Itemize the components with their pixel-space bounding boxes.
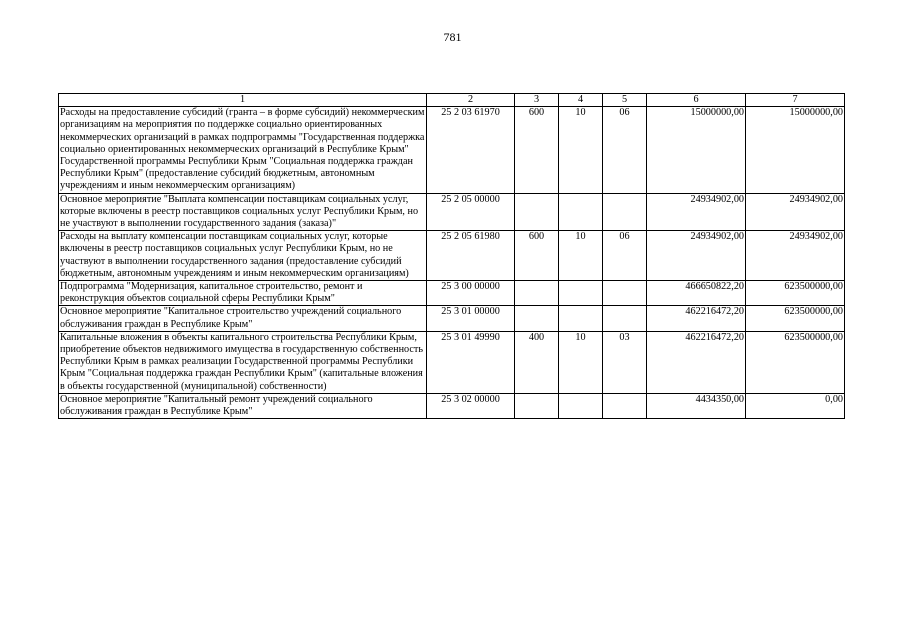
row-pr-code: 03	[603, 331, 647, 393]
row-pr-code	[603, 281, 647, 306]
table-row	[59, 107, 845, 193]
row-rz-code: 10	[559, 107, 603, 193]
row-amount-1: 466650822,20	[647, 281, 746, 306]
row-amount-2: 623500000,00	[746, 331, 845, 393]
column-header-3: 3	[515, 94, 559, 107]
column-header-7: 7	[746, 94, 845, 107]
row-pr-code: 06	[603, 231, 647, 281]
row-vr-code	[515, 306, 559, 331]
row-amount-2: 24934902,00	[746, 231, 845, 281]
column-header-6: 6	[647, 94, 746, 107]
row-amount-1: 4434350,00	[647, 393, 746, 418]
table-row	[59, 331, 845, 393]
row-pr-code: 06	[603, 107, 647, 193]
row-description: Расходы на выплату компенсации поставщикам социальных услуг, которые включены в реестр поставщиков социальных услуг Республики Крым, но не участвуют в выполнении государственного задания (предоставление субсидий бюджетным, автономным учреждениям и иным некоммерческим организациям)	[59, 231, 427, 281]
row-csr-code: 25 2 03 61970	[427, 107, 515, 193]
table-row	[59, 281, 845, 306]
table-header	[59, 94, 845, 107]
row-description: Основное мероприятие "Капитальное строительство учреждений социального обслуживания граждан в Республике Крым"	[59, 306, 427, 331]
row-rz-code	[559, 306, 603, 331]
row-rz-code	[559, 193, 603, 231]
row-pr-code	[603, 193, 647, 231]
column-header-4: 4	[559, 94, 603, 107]
row-csr-code: 25 3 01 49990	[427, 331, 515, 393]
row-description: Основное мероприятие "Выплата компенсации поставщикам социальных услуг, которые включены в реестр поставщиков социальных услуг Республики Крым, но не участвуют в выполнении государственного задания (заказа)"	[59, 193, 427, 231]
table-row	[59, 393, 845, 418]
column-header-1: 1	[59, 94, 427, 107]
row-amount-1: 24934902,00	[647, 231, 746, 281]
row-rz-code	[559, 393, 603, 418]
table-row	[59, 231, 845, 281]
row-amount-2: 24934902,00	[746, 193, 845, 231]
table-row	[59, 306, 845, 331]
row-amount-1: 462216472,20	[647, 331, 746, 393]
row-rz-code: 10	[559, 231, 603, 281]
row-description: Основное мероприятие "Капитальный ремонт учреждений социального обслуживания граждан в Республике Крым"	[59, 393, 427, 418]
row-csr-code: 25 2 05 00000	[427, 193, 515, 231]
row-description: Подпрограмма "Модернизация, капитальное строительство, ремонт и реконструкция объектов социальной сферы Республики Крым"	[59, 281, 427, 306]
row-csr-code: 25 3 00 00000	[427, 281, 515, 306]
column-header-5: 5	[603, 94, 647, 107]
row-rz-code	[559, 281, 603, 306]
row-vr-code: 600	[515, 107, 559, 193]
row-description: Расходы на предоставление субсидий (гранта – в форме субсидий) некоммерческим организациям на мероприятия по поддержке социально ориентированных некоммерческих организаций в рамках подпрограммы "Государственная поддержка социально ориентированных некоммерческих организаций в Республике Крым" Государственной программы Республики Крым "Социальная поддержка граждан Республики Крым" (предоставление субсидий бюджетным, автономным учреждениям и иным некоммерческим организациям)	[59, 107, 427, 193]
row-pr-code	[603, 393, 647, 418]
row-amount-2: 15000000,00	[746, 107, 845, 193]
row-amount-2: 623500000,00	[746, 306, 845, 331]
row-csr-code: 25 2 05 61980	[427, 231, 515, 281]
row-rz-code: 10	[559, 331, 603, 393]
budget-table	[58, 93, 845, 419]
row-amount-2: 0,00	[746, 393, 845, 418]
row-vr-code	[515, 393, 559, 418]
row-description: Капитальные вложения в объекты капитального строительства Республики Крым, приобретение объектов недвижимого имущества в государственную собственность Республики Крым в рамках реализации Государственной программы Республики Крым "Социальная поддержка граждан Республики Крым" (капитальные вложения в объекты государственной (муниципальной) собственности)	[59, 331, 427, 393]
table-body	[59, 107, 845, 419]
row-vr-code: 400	[515, 331, 559, 393]
table-row	[59, 193, 845, 231]
header-row	[59, 94, 845, 107]
row-amount-1: 462216472,20	[647, 306, 746, 331]
row-vr-code	[515, 281, 559, 306]
row-amount-2: 623500000,00	[746, 281, 845, 306]
page-number: 781	[443, 30, 462, 44]
row-amount-1: 15000000,00	[647, 107, 746, 193]
row-pr-code	[603, 306, 647, 331]
row-vr-code: 600	[515, 231, 559, 281]
column-header-2: 2	[427, 94, 515, 107]
row-amount-1: 24934902,00	[647, 193, 746, 231]
row-vr-code	[515, 193, 559, 231]
row-csr-code: 25 3 02 00000	[427, 393, 515, 418]
row-csr-code: 25 3 01 00000	[427, 306, 515, 331]
